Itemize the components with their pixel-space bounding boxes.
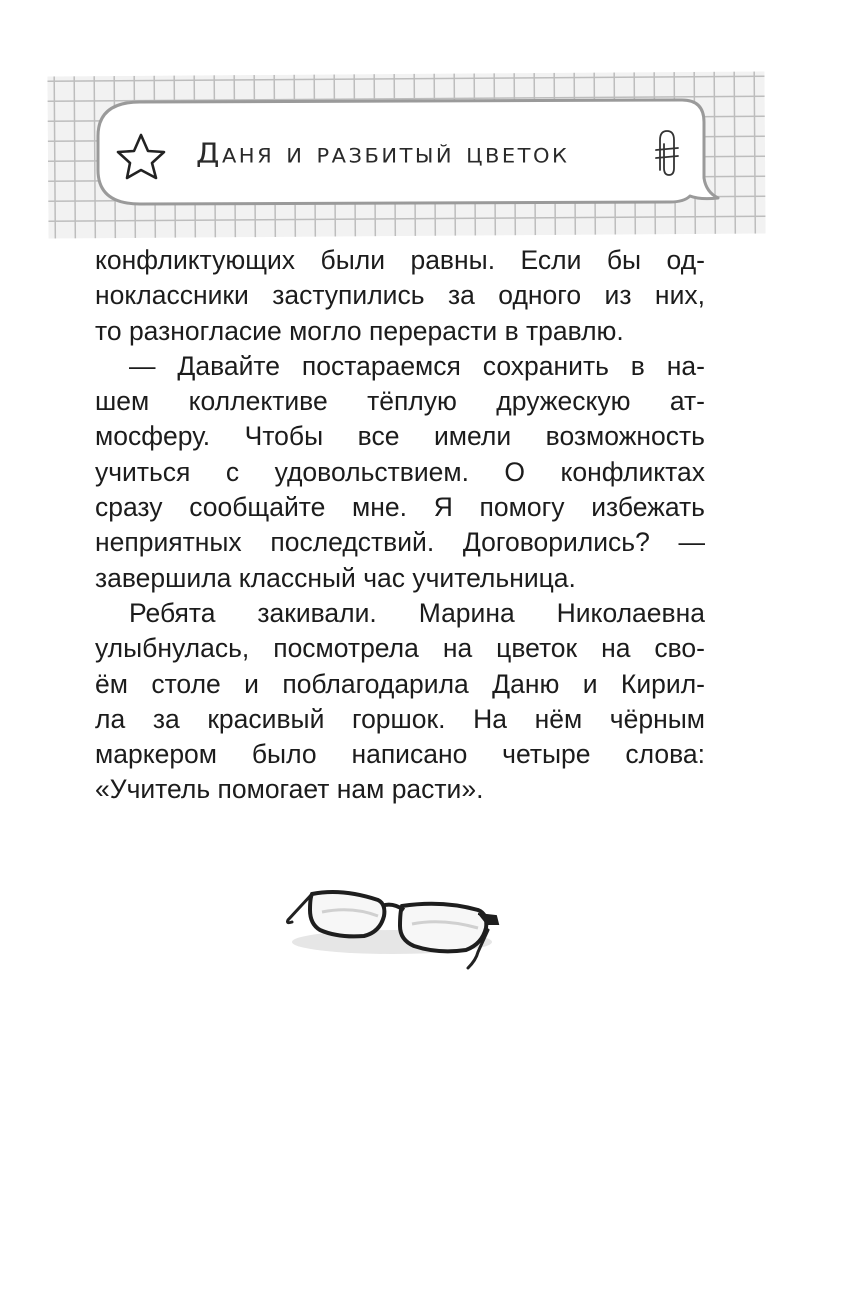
body-text xyxy=(95,243,705,808)
text-line: маркером было написано четыре слова: xyxy=(95,739,705,770)
text-line: сразу сообщайте мне. Я помогу избежать xyxy=(95,492,705,523)
text-line: учиться с удовольствием. О конфликтах xyxy=(95,456,705,487)
text-line: ноклассники заступились за одного из них, xyxy=(95,280,705,311)
text-line: Ребята закивали. Марина Николаевна xyxy=(129,597,705,628)
text-line: ём столе и поблагодарила Даню и Кирил- xyxy=(95,668,705,699)
text-line: мосферу. Чтобы все имели возможность xyxy=(95,421,705,452)
text-line: — Давайте постараемся сохранить в на- xyxy=(129,350,705,381)
text-line: конфликтующих были равны. Если бы од- xyxy=(95,245,705,275)
chapter-title: Даня и разбитый цветок xyxy=(196,137,570,170)
title-bubble xyxy=(0,0,844,260)
text-line: завершила классный час учительница. xyxy=(95,562,576,593)
text-line: шем коллективе тёплую дружескую ат- xyxy=(95,386,705,417)
glasses-illustration xyxy=(282,872,514,982)
text-line: улыбнулась, посмотрела на цветок на сво- xyxy=(95,633,705,664)
text-line: ла за красивый горшок. На нём чёрным xyxy=(95,703,705,734)
text-line: то разногласие могло перерасти в травлю. xyxy=(95,315,624,346)
text-line: неприятных последствий. Договорились? — xyxy=(95,527,705,558)
text-line: «Учитель помогает нам расти». xyxy=(95,774,484,805)
